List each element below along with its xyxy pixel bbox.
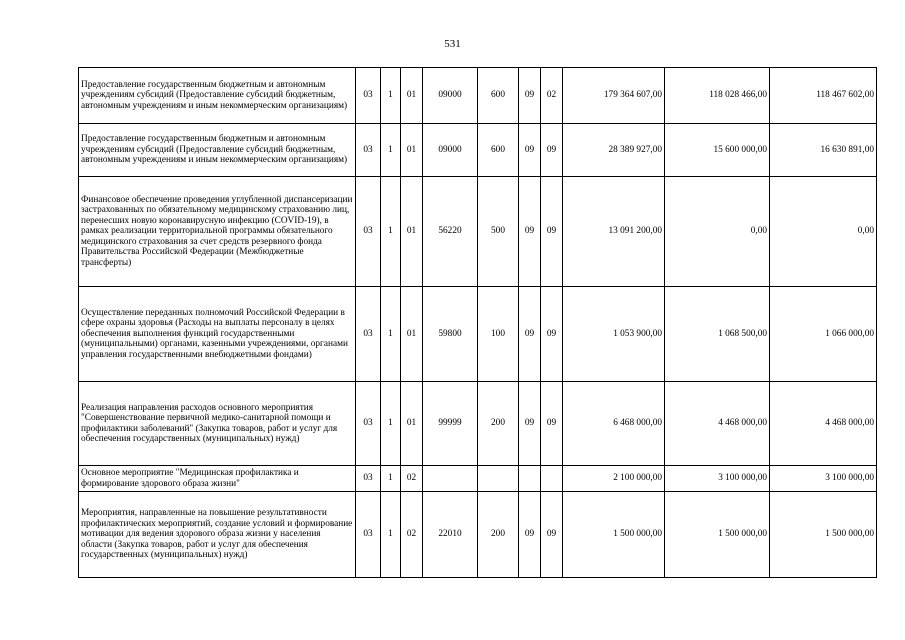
- event-code: 01: [401, 382, 423, 466]
- subprogram-code: 1: [381, 177, 401, 287]
- amount-year-3: 1 066 000,00: [770, 287, 877, 382]
- amount-year-1: 1 053 900,00: [563, 287, 665, 382]
- event-code: 01: [401, 287, 423, 382]
- amount-year-2: 1 500 000,00: [665, 492, 770, 578]
- amount-year-1: 2 100 000,00: [563, 466, 665, 492]
- expense-type-code: 600: [478, 124, 519, 177]
- event-code: 01: [401, 177, 423, 287]
- amount-year-2: 3 100 000,00: [665, 466, 770, 492]
- table-row: [79, 492, 877, 578]
- direction-code: 22010: [423, 492, 478, 578]
- expense-type-code: 600: [478, 68, 519, 124]
- event-code: 01: [401, 124, 423, 177]
- subprogram-code: 1: [381, 382, 401, 466]
- subsection-code: 09: [541, 492, 563, 578]
- event-code: 02: [401, 492, 423, 578]
- amount-year-3: 118 467 602,00: [770, 68, 877, 124]
- program-code: 03: [356, 124, 381, 177]
- section-code: [519, 466, 541, 492]
- subprogram-code: 1: [381, 492, 401, 578]
- amount-year-1: 1 500 000,00: [563, 492, 665, 578]
- program-code: 03: [356, 382, 381, 466]
- row-description: Предоставление государственным бюджетным и автономным учреждениям субсидий (Предоставление субсидий бюджетным, автономным учреждениям и иным некоммерческим организациям): [79, 124, 356, 177]
- expense-type-code: 500: [478, 177, 519, 287]
- row-description: Предоставление государственным бюджетным и автономным учреждениям субсидий (Предоставление субсидий бюджетным, автономным учреждениям и иным некоммерческим организациям): [79, 68, 356, 124]
- direction-code: 99999: [423, 382, 478, 466]
- section-code: 09: [519, 382, 541, 466]
- section-code: 09: [519, 177, 541, 287]
- table-row: [79, 382, 877, 466]
- subsection-code: [541, 466, 563, 492]
- amount-year-3: 16 630 891,00: [770, 124, 877, 177]
- direction-code: 09000: [423, 68, 478, 124]
- subsection-code: 09: [541, 287, 563, 382]
- subprogram-code: 1: [381, 466, 401, 492]
- section-code: 09: [519, 492, 541, 578]
- program-code: 03: [356, 466, 381, 492]
- amount-year-2: 15 600 000,00: [665, 124, 770, 177]
- row-description: Мероприятия, направленные на повышение результативности профилактических мероприятий, создание условий и формирование мотивации для ведения здорового образа жизни у населения области (Закупка товаров, работ и услуг для обеспечения государственных (муниципальных) нужд): [79, 492, 356, 578]
- row-description: Финансовое обеспечение проведения углубленной диспансеризации застрахованных по обязательному медицинскому страхованию лиц, перенесших новую коронавирусную инфекцию (COVID-19), в рамках реализации территориальной программы обязательного медицинского страхования за счет средств резервного фонда Правительства Российской Федерации (Межбюджетные трансферты): [79, 177, 356, 287]
- page-number: 531: [444, 38, 461, 50]
- subsection-code: 09: [541, 124, 563, 177]
- row-description: Реализация направления расходов основного мероприятия "Совершенствование первичной медико-санитарной помощи и профилактики заболеваний" (Закупка товаров, работ и услуг для обеспечения государственных (муниципальных) нужд): [79, 382, 356, 466]
- table-row: [79, 124, 877, 177]
- direction-code: 56220: [423, 177, 478, 287]
- subprogram-code: 1: [381, 287, 401, 382]
- amount-year-1: 13 091 200,00: [563, 177, 665, 287]
- direction-code: 59800: [423, 287, 478, 382]
- section-code: 09: [519, 287, 541, 382]
- section-code: 09: [519, 68, 541, 124]
- row-description: Основное мероприятие "Медицинская профилактика и формирование здорового образа жизни": [79, 466, 356, 492]
- amount-year-1: 6 468 000,00: [563, 382, 665, 466]
- program-code: 03: [356, 287, 381, 382]
- event-code: 02: [401, 466, 423, 492]
- subsection-code: 09: [541, 177, 563, 287]
- expense-type-code: 200: [478, 492, 519, 578]
- amount-year-2: 0,00: [665, 177, 770, 287]
- direction-code: [423, 466, 478, 492]
- amount-year-3: 0,00: [770, 177, 877, 287]
- table-row: [79, 177, 877, 287]
- budget-table: [78, 67, 877, 578]
- amount-year-2: 118 028 466,00: [665, 68, 770, 124]
- table-row: [79, 68, 877, 124]
- table-row: [79, 287, 877, 382]
- amount-year-1: 28 389 927,00: [563, 124, 665, 177]
- event-code: 01: [401, 68, 423, 124]
- subprogram-code: 1: [381, 124, 401, 177]
- amount-year-3: 4 468 000,00: [770, 382, 877, 466]
- amount-year-3: 1 500 000,00: [770, 492, 877, 578]
- subsection-code: 02: [541, 68, 563, 124]
- section-code: 09: [519, 124, 541, 177]
- subsection-code: 09: [541, 382, 563, 466]
- expense-type-code: 200: [478, 382, 519, 466]
- program-code: 03: [356, 492, 381, 578]
- amount-year-2: 4 468 000,00: [665, 382, 770, 466]
- amount-year-2: 1 068 500,00: [665, 287, 770, 382]
- expense-type-code: [478, 466, 519, 492]
- table-row: [79, 466, 877, 492]
- amount-year-1: 179 364 607,00: [563, 68, 665, 124]
- direction-code: 09000: [423, 124, 478, 177]
- expense-type-code: 100: [478, 287, 519, 382]
- row-description: Осуществление переданных полномочий Российской Федерации в сфере охраны здоровья (Расходы на выплаты персоналу в целях обеспечения выполнения функций государственными (муниципальными) органами, казенными учреждениями, органами управления государственными внебюджетными фондами): [79, 287, 356, 382]
- program-code: 03: [356, 68, 381, 124]
- amount-year-3: 3 100 000,00: [770, 466, 877, 492]
- subprogram-code: 1: [381, 68, 401, 124]
- program-code: 03: [356, 177, 381, 287]
